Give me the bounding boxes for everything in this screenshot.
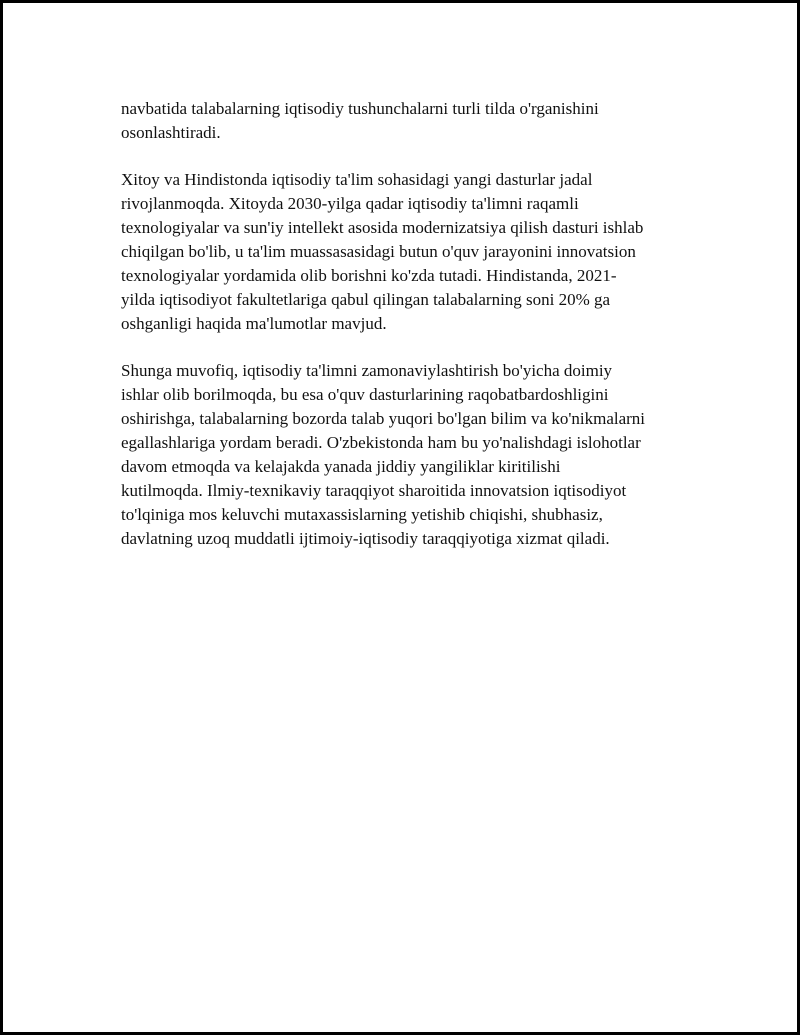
text-line: yilda iqtisodiyot fakultetlariga qabul qilingan talabalarning soni 20% ga <box>121 290 611 309</box>
text-line: osonlashtiradi. <box>121 123 221 142</box>
text-line: navbatida talabalarning iqtisodiy tushunchalarni turli tilda o'rganishini <box>121 99 599 118</box>
text-line: kutilmoqda. Ilmiy-texnikaviy taraqqiyot sharoitida innovatsion iqtisodiyot <box>121 481 627 500</box>
text-line: ishlar olib borilmoqda, bu esa o'quv dasturlarining raqobatbardoshligini <box>121 385 609 404</box>
text-line: oshganligi haqida ma'lumotlar mavjud. <box>121 314 387 333</box>
text-line: davom etmoqda va kelajakda yanada jiddiy yangiliklar kiritilishi <box>121 457 561 476</box>
text-line: to'lqiniga mos keluvchi mutaxassislarning yetishib chiqishi, shubhasiz, <box>121 505 603 524</box>
text-line: davlatning uzoq muddatli ijtimoiy-iqtisodiy taraqqiyotiga xizmat qiladi. <box>121 529 610 548</box>
document-body <box>121 97 711 574</box>
text-line: Shunga muvofiq, iqtisodiy ta'limni zamonaviylashtirish bo'yicha doimiy <box>121 361 613 380</box>
text-line: chiqilgan bo'lib, u ta'lim muassasasidagi butun o'quv jarayonini innovatsion <box>121 242 636 261</box>
paragraph-1 <box>121 97 711 145</box>
paragraph-2 <box>121 168 711 336</box>
text-line: Xitoy va Hindistonda iqtisodiy ta'lim sohasidagi yangi dasturlar jadal <box>121 170 593 189</box>
text-line: texnologiyalar va sun'iy intellekt asosida modernizatsiya qilish dasturi ishlab <box>121 218 644 237</box>
text-line: oshirishga, talabalarning bozorda talab yuqori bo'lgan bilim va ko'nikmalarni <box>121 409 646 428</box>
paragraph-3 <box>121 359 711 551</box>
text-line: texnologiyalar yordamida olib borishni ko'zda tutadi. Hindistanda, 2021- <box>121 266 617 285</box>
text-line: rivojlanmoqda. Xitoyda 2030-yilga qadar iqtisodiy ta'limni raqamli <box>121 194 579 213</box>
text-line: egallashlariga yordam beradi. O'zbekistonda ham bu yo'nalishdagi islohotlar <box>121 433 641 452</box>
